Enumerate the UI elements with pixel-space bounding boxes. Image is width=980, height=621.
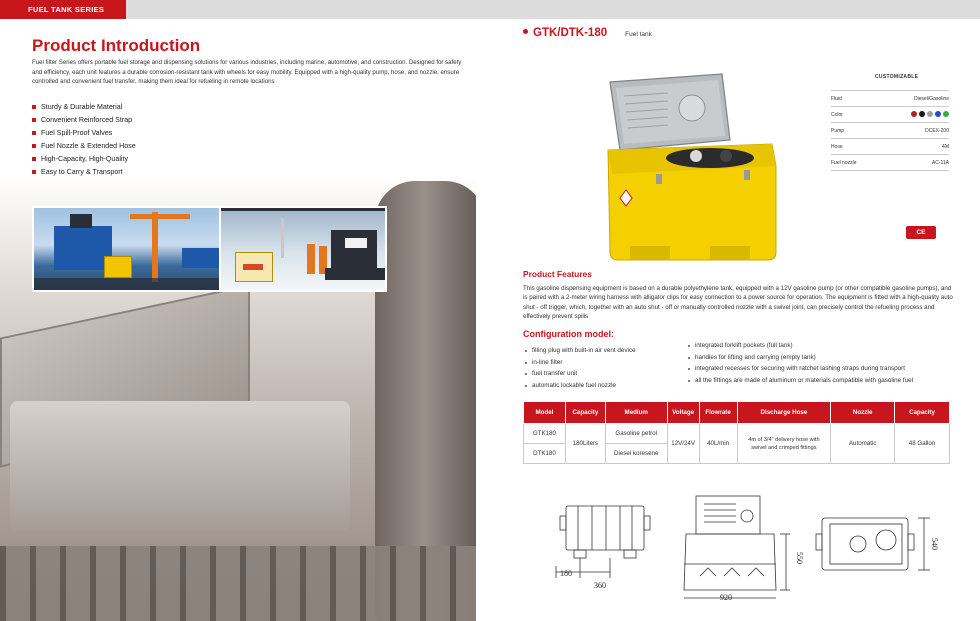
column-header: Capacity [895,402,950,424]
config-item: fuel transfer unit [525,368,636,380]
model-spec-table [523,401,950,464]
config-item: integrated forklift pockets (full tank) [688,340,913,352]
feature-item: Sturdy & Durable Material [32,101,136,114]
product-model: GTK/DTK-180 [533,27,608,39]
spec-table [831,90,949,171]
spec-row [831,107,949,123]
feature-item: Fuel Nozzle & Extended Hose [32,140,136,153]
spec-label: Pump [831,123,877,139]
spec-row [831,155,949,171]
spec-label: Fluid [831,91,877,107]
side-view-drawing [684,496,790,598]
spec-row [831,139,949,155]
spec-value: 4M [877,139,949,155]
config-item: automatic lockable fuel nozzle [525,380,636,392]
table-row [524,424,950,444]
medium-cell: Gasoline petrol [605,424,667,444]
spec-value: AC-11A [877,155,949,171]
config-item: filling plug with built-in air vent device [525,345,636,357]
nozzle-cell: Automatic [831,424,895,464]
voltage-cell: 12V/24V [667,424,699,464]
config-item: in-line filter [525,357,636,369]
front-view-drawing [556,506,650,578]
column-header: Voltage [667,402,699,424]
photo-tank-body [10,401,350,531]
product-heading [523,27,652,39]
top-bar [0,0,980,19]
top-dim-depth: 540 [930,538,939,550]
feature-item: Fuel Spill-Proof Valves [32,127,136,140]
front-dim-a: 180 [560,569,572,578]
model-cell: GTK180 [524,424,566,444]
config-item: handles for lifting and carrying (empty tank) [688,352,913,364]
column-header: Nozzle [831,402,895,424]
medium-cell: Diesel koresene [605,444,667,464]
config-item: integrated recesses for securing with ratchet lashing straps during transport [688,363,913,375]
flowrate-cell: 40L/min [699,424,737,464]
intro-feature-list [32,101,136,179]
fuel-tank-illustration [600,70,780,265]
column-header: Medium [605,402,667,424]
config-list-left [525,345,636,391]
column-header: Discharge Hose [737,402,831,424]
model-cell: DTK180 [524,444,566,464]
technical-drawings [540,494,960,604]
product-subtitle: Fuel tank [625,31,652,38]
intro-title: Product Introduction [32,36,201,55]
series-tag: FUEL TANK SERIES [0,0,126,19]
ce-certification-badge: CE [906,226,936,239]
intro-text: Fuel filter Series offers portable fuel storage and dispensing solutions for various industries, including marine, automotive, and construction. Designed for safety and efficiency, each unit features a durable corrosion-resistant tank with wheels for easy mobility. Equipped with a high-quality pump, hose, and nozzle, ensure controlled and convenient fuel transfer, making them ideal for refueling in remote locations [32,59,462,86]
color-swatch-blue [935,111,941,117]
color-swatch-black [919,111,925,117]
features-section-title: Product Features [523,269,592,279]
capacity-gallon-cell: 48 Gallon [895,424,950,464]
color-swatch-green [943,111,949,117]
spec-label: Color [831,107,877,123]
table-header-row [524,402,950,424]
spec-label: Hose [831,139,877,155]
spec-value: DCEX-200 [877,123,949,139]
feature-item: Easy to Carry & Transport [32,166,136,179]
bullet-icon [523,29,528,34]
config-section-title: Configuration model: [523,329,614,339]
spec-title: CUSTOMIZABLE [875,74,919,80]
color-swatch-gray [927,111,933,117]
front-dim-b: 360 [594,581,606,590]
column-header: Model [524,402,566,424]
spec-row [831,91,949,107]
photo-rail [0,546,476,621]
side-dim-height: 550 [795,552,804,564]
snow-application-photo [219,206,387,292]
color-swatches [877,107,949,123]
capacity-cell: 180Liters [565,424,605,464]
config-list-right [688,340,913,386]
column-header: Capacity [565,402,605,424]
column-header: Flowrate [699,402,737,424]
color-swatch-red [911,111,917,117]
features-text: This gasoline dispensing equipment is based on a durable polyethylene tank, equipped with a 12V gasoline pump (or other compatible gasoline pumps), and is paired with a 2-meter wiring harness with alligator clips for easy connection to a power source for operation. The equipment is fitted with a high-quality auto shut - off trigger, which, together with an auto shut - off or manually controlled nozzle with a swivel joint, can precisely control the refueling process and effectively prevent spills [523,285,953,320]
spec-value: Diesel/Gasoline [877,91,949,107]
side-dim-width: 920 [720,593,732,602]
harbor-application-photo [32,206,228,292]
spec-label: Fuel nozzle [831,155,877,171]
hose-cell: 4m of 3/4" delivery hose with swivel and crimped fittings [737,424,831,464]
feature-item: Convenient Reinforced Strap [32,114,136,127]
top-view-drawing [816,518,930,570]
spec-row [831,123,949,139]
config-item: all the fittings are made of aluminum or materials compatible with gasoline fuel [688,375,913,387]
feature-item: High-Capacity, High-Quality [32,153,136,166]
